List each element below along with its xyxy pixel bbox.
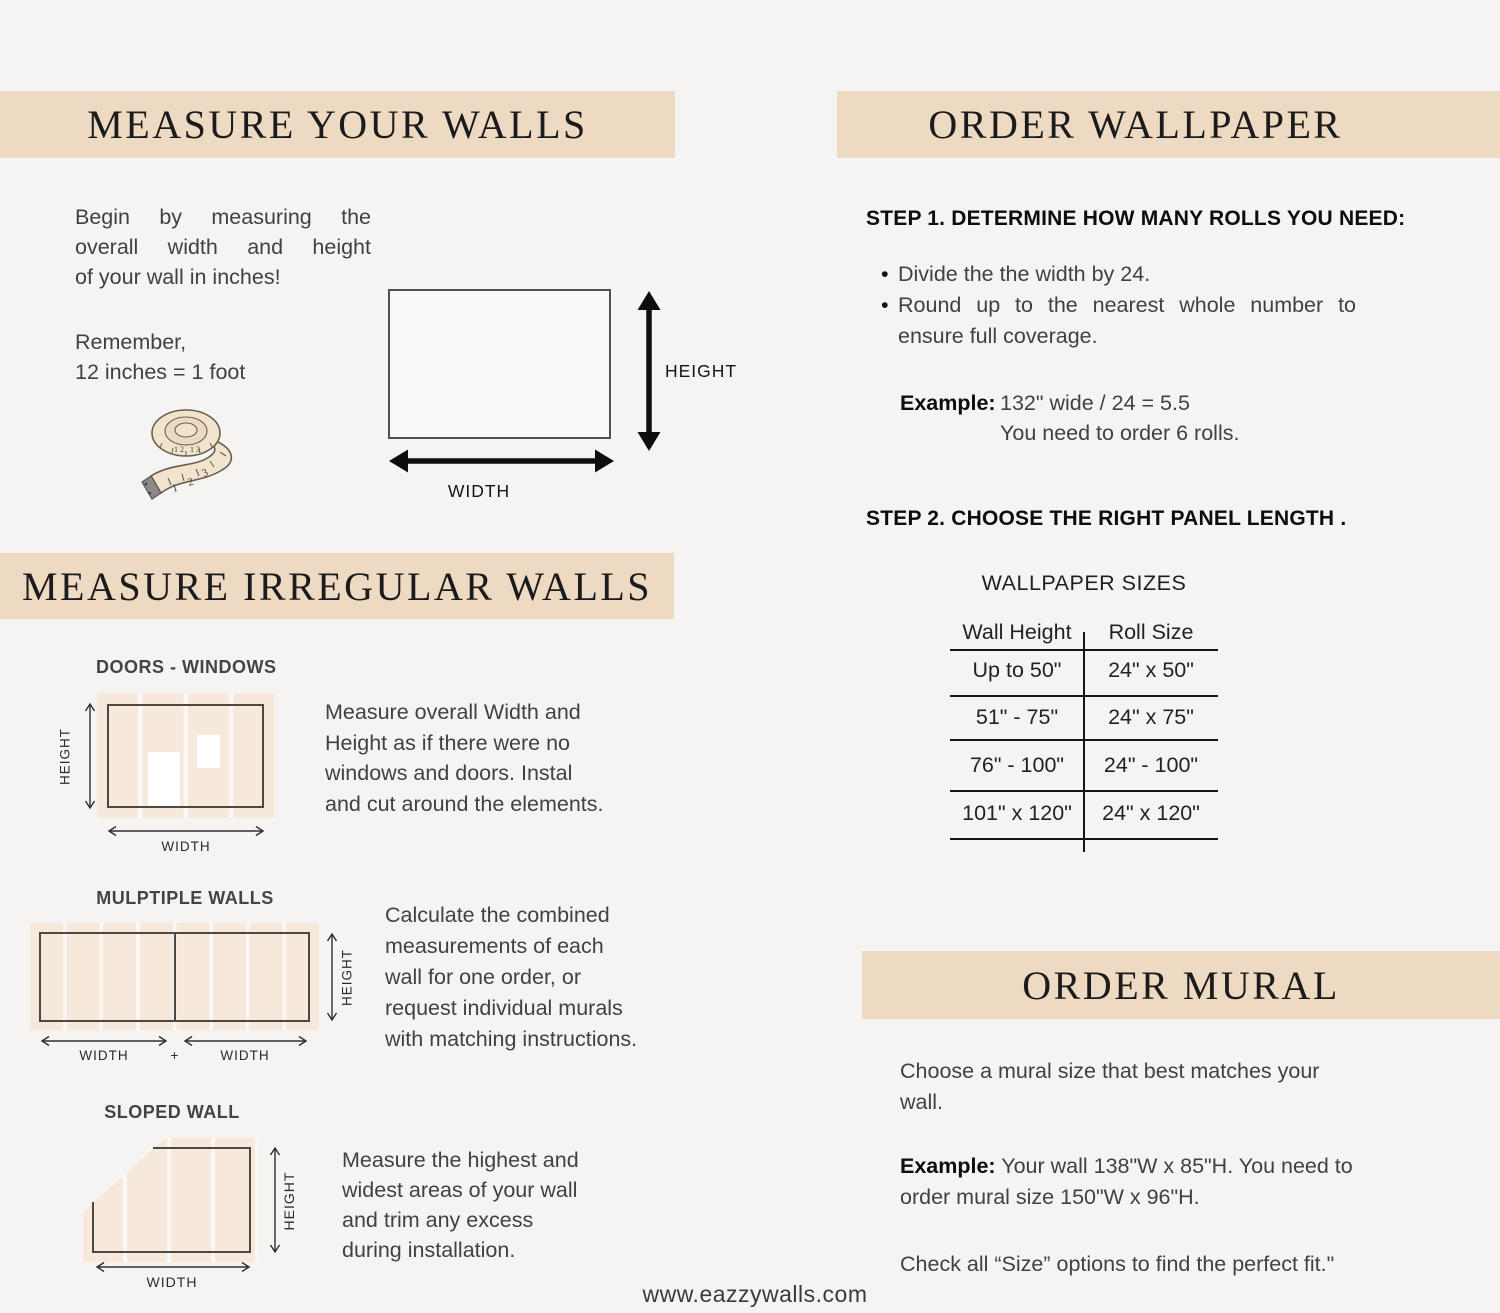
- text-line: Height as if there were no: [325, 730, 570, 755]
- svg-text:2: 2: [186, 475, 196, 489]
- text-line: wall.: [900, 1090, 944, 1114]
- sloped-wall-text: [342, 1145, 652, 1265]
- measure-walls-banner: [0, 91, 675, 158]
- step1-example: [900, 388, 996, 418]
- width-arrow-icon: [107, 825, 265, 837]
- table-cell: 101" x 120": [962, 801, 1072, 825]
- svg-text:1 3: 1 3: [190, 445, 200, 454]
- width-label: WIDTH: [146, 1274, 198, 1290]
- bullet-text: Divide the the width by 24.: [898, 262, 1151, 286]
- height-label: HEIGHT: [281, 1171, 297, 1231]
- text-line: wall for one order, or: [385, 965, 581, 989]
- example-label: Example:: [900, 1154, 996, 1178]
- height-arrow-icon: [326, 932, 338, 1022]
- svg-text:1 2: 1 2: [174, 445, 184, 454]
- example-result: You need to order 6 rolls.: [1000, 421, 1240, 445]
- bullet-icon: •: [881, 262, 889, 286]
- text-line: request individual murals: [385, 996, 623, 1020]
- remember-line: 12 inches = 1 foot: [75, 360, 246, 384]
- table-cell: 24" x 75": [1108, 705, 1194, 729]
- height-label: HEIGHT: [339, 949, 355, 1007]
- text-line: Calculate the combined: [385, 903, 610, 927]
- order-mural-banner: [862, 951, 1500, 1019]
- text-line: and cut around the elements.: [325, 791, 604, 816]
- list-item: [881, 290, 1356, 352]
- width-label: WIDTH: [220, 1048, 270, 1063]
- height-label: HEIGHT: [665, 361, 738, 381]
- intro-line: overall width and height: [75, 235, 371, 259]
- table-cell: 24" x 50": [1108, 658, 1194, 682]
- plus-sign: +: [170, 1048, 180, 1063]
- width-label: WIDTH: [447, 481, 511, 501]
- text-line: during installation.: [342, 1238, 516, 1262]
- tape-measure-icon: [138, 400, 250, 506]
- width-arrow-icon: [95, 1261, 251, 1273]
- example-calculation: 132" wide / 24 = 5.5: [1000, 391, 1190, 415]
- width-arrow-icon: [388, 446, 615, 476]
- wallpaper-sizes-title: WALLPAPER SIZES: [981, 571, 1187, 595]
- text-line: [900, 1151, 1460, 1182]
- window-cutout: [197, 735, 220, 768]
- remember-note: [75, 327, 371, 387]
- order-wallpaper-title: ORDER WALLPAPER: [928, 102, 1343, 147]
- mural-example: [900, 1151, 1460, 1213]
- text-line: widest areas of your wall: [342, 1178, 578, 1202]
- height-arrow-icon: [84, 702, 96, 810]
- wall-rectangle-diagram: [388, 289, 611, 439]
- width-arrow-icon: [183, 1035, 308, 1047]
- wall-divider-line: [174, 932, 176, 1022]
- doors-windows-text: [325, 697, 670, 819]
- svg-text:3: 3: [200, 466, 211, 480]
- height-arrow-icon: [634, 290, 664, 452]
- measure-walls-title: MEASURE YOUR WALLS: [87, 102, 588, 147]
- width-arrow-icon: [40, 1035, 168, 1047]
- text-line: ensure full coverage.: [898, 324, 1098, 348]
- intro-paragraph: [75, 202, 371, 292]
- height-label: HEIGHT: [57, 728, 73, 786]
- doors-windows-label: DOORS - WINDOWS: [96, 657, 277, 677]
- step2-heading: STEP 2. CHOOSE THE RIGHT PANEL LENGTH .: [866, 507, 1347, 530]
- website-url: www.eazzywalls.com: [642, 1281, 868, 1307]
- wallpaper-sizes-table: [950, 616, 1218, 861]
- text-line: Choose a mural size that best matches your: [900, 1059, 1320, 1083]
- bullet-icon: •: [881, 293, 889, 317]
- table-cell: 76" - 100": [969, 753, 1065, 777]
- text-line: Measure the highest and: [342, 1148, 579, 1172]
- door-cutout: [148, 752, 180, 806]
- column-header: Wall Height: [962, 620, 1072, 644]
- list-item: [881, 259, 1356, 290]
- width-label: WIDTH: [161, 839, 211, 854]
- irregular-walls-banner: [0, 553, 674, 619]
- intro-line: Begin by measuring the: [75, 205, 371, 229]
- text-line: Round up to the nearest whole number to: [898, 293, 1356, 317]
- table-cell: 24" x 120": [1102, 801, 1200, 825]
- width-label: WIDTH: [79, 1048, 129, 1063]
- table-cell: 24" - 100": [1103, 753, 1199, 777]
- multiple-walls-text: [385, 900, 705, 1055]
- order-wallpaper-banner: [837, 91, 1500, 158]
- text-line: Measure overall Width and: [325, 700, 581, 724]
- example-text: Your wall 138"W x 85"H. You need to: [1001, 1154, 1353, 1178]
- column-header: Roll Size: [1108, 620, 1194, 644]
- svg-text:1: 1: [170, 481, 180, 495]
- irregular-walls-title: MEASURE IRREGULAR WALLS: [21, 563, 653, 609]
- step1-heading: STEP 1. DETERMINE HOW MANY ROLLS YOU NEED:: [866, 207, 1406, 230]
- table-cell: Up to 50": [972, 658, 1062, 682]
- doors-windows-wall-outline: [107, 704, 264, 808]
- text-line: and trim any excess: [342, 1208, 534, 1232]
- text-line: with matching instructions.: [385, 1027, 638, 1051]
- height-arrow-icon: [269, 1146, 281, 1254]
- text-line: order mural size 150"W x 96"H.: [900, 1185, 1200, 1209]
- intro-line: of your wall in inches!: [75, 265, 281, 289]
- text-line: windows and doors. Instal: [325, 761, 573, 785]
- table-cell: 51" - 75": [975, 705, 1059, 729]
- sloped-wall-label: SLOPED WALL: [104, 1102, 240, 1122]
- order-mural-title: ORDER MURAL: [1022, 962, 1340, 1008]
- step1-bullet-list: [881, 259, 1356, 352]
- example-label: Example:: [900, 391, 996, 415]
- multiple-walls-label: MULPTIPLE WALLS: [96, 888, 274, 908]
- mural-paragraph: [900, 1056, 1440, 1118]
- mural-size-note: Check all “Size” options to find the perfect fit.": [900, 1252, 1335, 1276]
- remember-line: Remember,: [75, 330, 187, 354]
- sloped-wall-outline: [83, 1138, 268, 1268]
- text-line: measurements of each: [385, 934, 604, 958]
- bullet-text: [898, 290, 1356, 352]
